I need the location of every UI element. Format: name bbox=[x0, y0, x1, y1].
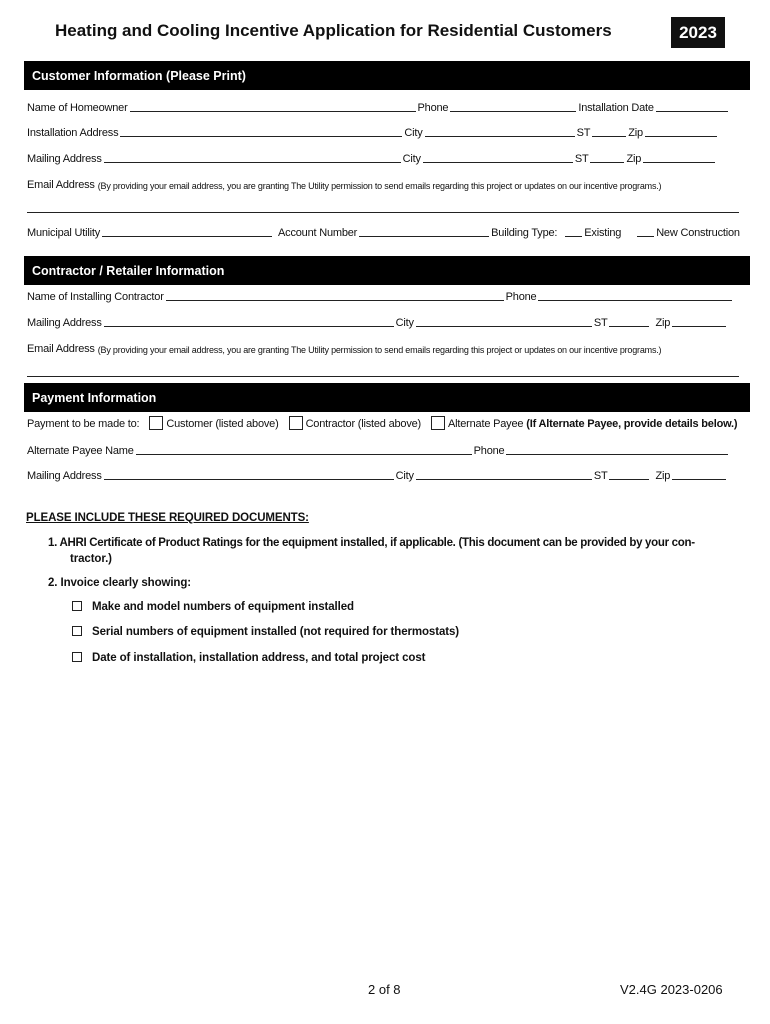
document-item-2: 2. Invoice clearly showing: bbox=[48, 577, 192, 589]
alternate-payee-name-label: Alternate Payee Name bbox=[27, 445, 134, 457]
alternate-payee-label: Alternate Payee bbox=[448, 418, 524, 430]
install-date-field[interactable] bbox=[656, 100, 728, 112]
email-note: (By providing your email address, you are granting The Utility permission to send emails regarding this project or updates on our incentive programs.) bbox=[97, 181, 662, 191]
contractor-section-header: Contractor / Retailer Information bbox=[24, 256, 750, 285]
contractor-checkbox[interactable] bbox=[289, 416, 303, 430]
contractor-email-field[interactable] bbox=[27, 376, 739, 377]
payment-made-to-row bbox=[27, 414, 743, 430]
email-label: Email Address bbox=[27, 179, 95, 191]
mailing-field[interactable] bbox=[104, 151, 401, 163]
contractor-option-label: Contractor (listed above) bbox=[305, 418, 422, 430]
st-label: ST bbox=[576, 127, 591, 139]
install-date-label: Installation Date bbox=[578, 102, 654, 114]
zip-label: Zip bbox=[628, 127, 643, 139]
checklist-label: Serial numbers of equipment installed (not required for thermostats) bbox=[92, 626, 460, 638]
email-field[interactable] bbox=[27, 212, 739, 213]
contractor-city-label: City bbox=[395, 317, 414, 329]
contractor-name-field[interactable] bbox=[166, 289, 504, 301]
building-type-label: Building Type: bbox=[491, 227, 558, 239]
alternate-payee-checkbox[interactable] bbox=[431, 416, 445, 430]
homeowner-row bbox=[27, 98, 743, 114]
page-number: 2 of 8 bbox=[368, 982, 401, 997]
payee-mailing-field[interactable] bbox=[104, 468, 394, 480]
phone-field[interactable] bbox=[450, 100, 576, 112]
new-construction-label: New Construction bbox=[656, 227, 740, 239]
contractor-st-field[interactable] bbox=[609, 315, 649, 327]
account-label: Account Number bbox=[278, 227, 358, 239]
contractor-st-label: ST bbox=[593, 317, 608, 329]
city-label: City bbox=[404, 127, 423, 139]
checkbox-icon[interactable] bbox=[72, 626, 82, 636]
phone-label: Phone bbox=[417, 102, 449, 114]
alternate-payee-note: (If Alternate Payee, provide details below.) bbox=[526, 418, 738, 430]
utility-field[interactable] bbox=[102, 225, 272, 237]
contractor-name-row bbox=[27, 287, 743, 303]
utility-label: Municipal Utility bbox=[27, 227, 101, 239]
customer-checkbox[interactable] bbox=[149, 416, 163, 430]
contractor-email-note: (By providing your email address, you are granting The Utility permission to send emails regarding this project or updates on our incentive programs.) bbox=[97, 345, 662, 355]
payee-mailing-label: Mailing Address bbox=[27, 470, 102, 482]
contractor-phone-label: Phone bbox=[505, 291, 537, 303]
mailing-label: Mailing Address bbox=[27, 153, 102, 165]
customer-option-label: Customer (listed above) bbox=[166, 418, 279, 430]
contractor-zip-field[interactable] bbox=[672, 315, 726, 327]
year-badge: 2023 bbox=[671, 17, 725, 48]
checklist-label: Date of installation, installation address, and total project cost bbox=[92, 652, 426, 664]
existing-blank[interactable] bbox=[565, 225, 582, 237]
homeowner-label: Name of Homeowner bbox=[27, 102, 128, 114]
zip-label: Zip bbox=[626, 153, 642, 165]
email-row bbox=[27, 175, 743, 191]
customer-section-header: Customer Information (Please Print) bbox=[24, 61, 750, 90]
page-title: Heating and Cooling Incentive Application for Residential Customers bbox=[55, 21, 612, 40]
checklist-label: Make and model numbers of equipment installed bbox=[92, 601, 354, 613]
contractor-zip-label: Zip bbox=[655, 317, 671, 329]
new-construction-blank[interactable] bbox=[637, 225, 654, 237]
contractor-email-label: Email Address bbox=[27, 343, 95, 355]
alternate-payee-name-field[interactable] bbox=[136, 443, 472, 455]
payee-city-field[interactable] bbox=[416, 468, 592, 480]
payment-section-header: Payment Information bbox=[24, 383, 750, 412]
payee-mailing-row bbox=[27, 466, 743, 482]
install-address-row bbox=[27, 123, 743, 139]
city-label: City bbox=[402, 153, 421, 165]
account-field[interactable] bbox=[359, 225, 489, 237]
contractor-name-label: Name of Installing Contractor bbox=[27, 291, 164, 303]
install-address-label: Installation Address bbox=[27, 127, 119, 139]
zip-field[interactable] bbox=[643, 151, 715, 163]
payee-st-field[interactable] bbox=[609, 468, 649, 480]
payee-zip-label: Zip bbox=[655, 470, 671, 482]
mailing-row bbox=[27, 149, 743, 165]
zip-field[interactable] bbox=[645, 125, 717, 137]
existing-label: Existing bbox=[584, 227, 622, 239]
city-field[interactable] bbox=[425, 125, 575, 137]
payment-made-to-label: Payment to be made to: bbox=[27, 418, 140, 430]
st-field[interactable] bbox=[592, 125, 626, 137]
homeowner-field[interactable] bbox=[130, 100, 416, 112]
document-item-1: 1. AHRI Certificate of Product Ratings for the equipment installed, if applicable. (This document can be provided by your con- bbox=[48, 537, 695, 549]
payee-city-label: City bbox=[395, 470, 414, 482]
payee-zip-field[interactable] bbox=[672, 468, 726, 480]
checklist-item bbox=[72, 626, 459, 638]
contractor-mailing-label: Mailing Address bbox=[27, 317, 102, 329]
payee-phone-field[interactable] bbox=[506, 443, 728, 455]
version-label: V2.4G 2023-0206 bbox=[620, 982, 723, 997]
checklist-item bbox=[72, 652, 425, 664]
alternate-payee-name-row bbox=[27, 441, 743, 457]
checkbox-icon[interactable] bbox=[72, 601, 82, 611]
contractor-email-row bbox=[27, 339, 743, 355]
st-field[interactable] bbox=[590, 151, 624, 163]
document-item-1-cont: tractor.) bbox=[70, 553, 112, 565]
utility-row bbox=[27, 223, 743, 239]
install-address-field[interactable] bbox=[120, 125, 402, 137]
checkbox-icon[interactable] bbox=[72, 652, 82, 662]
st-label: ST bbox=[574, 153, 589, 165]
checklist-item bbox=[72, 601, 354, 613]
contractor-mailing-row bbox=[27, 313, 743, 329]
city-field[interactable] bbox=[423, 151, 573, 163]
contractor-city-field[interactable] bbox=[416, 315, 592, 327]
documents-heading: PLEASE INCLUDE THESE REQUIRED DOCUMENTS: bbox=[26, 512, 309, 524]
payee-phone-label: Phone bbox=[473, 445, 505, 457]
payee-st-label: ST bbox=[593, 470, 608, 482]
contractor-phone-field[interactable] bbox=[538, 289, 732, 301]
contractor-mailing-field[interactable] bbox=[104, 315, 394, 327]
